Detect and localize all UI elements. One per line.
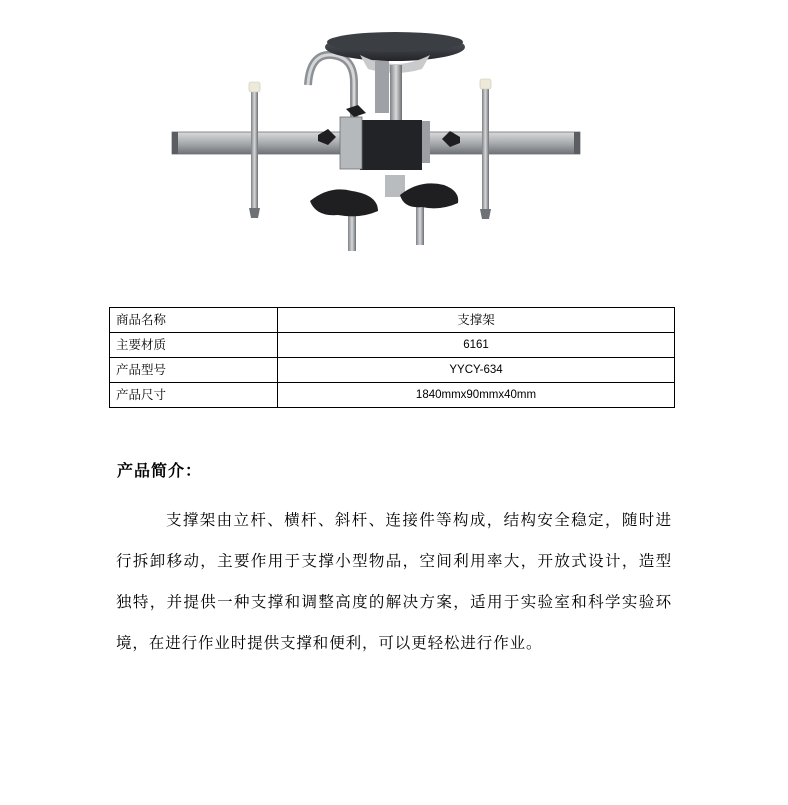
table-row (110, 308, 675, 333)
spec-value: 支撑架 (278, 308, 675, 333)
intro-paragraph: 支撑架由立杆、横杆、斜杆、连接件等构成，结构安全稳定，随时进行拆卸移动，主要作用于支撑小型物品，空间利用率大，开放式设计，造型独特，并提供一种支撑和调整高度的解决方案，适用于实验室和科学实验环境，在进行作业时提供支撑和便利，可以更轻松进行作业。 (116, 511, 672, 652)
spec-label: 产品型号 (110, 358, 278, 383)
product-spec-table (109, 307, 675, 408)
spec-value: 6161 (278, 333, 675, 358)
spec-label: 产品尺寸 (110, 383, 278, 408)
table-row (110, 383, 675, 408)
spec-value: YYCY-634 (278, 358, 675, 383)
spec-value: 1840mmx90mmx40mm (278, 383, 675, 408)
table-row (110, 333, 675, 358)
product-image (160, 25, 600, 265)
intro-heading: 产品简介： (117, 461, 203, 480)
table-row (110, 358, 675, 383)
spec-label: 商品名称 (110, 308, 278, 333)
spec-label: 主要材质 (110, 333, 278, 358)
